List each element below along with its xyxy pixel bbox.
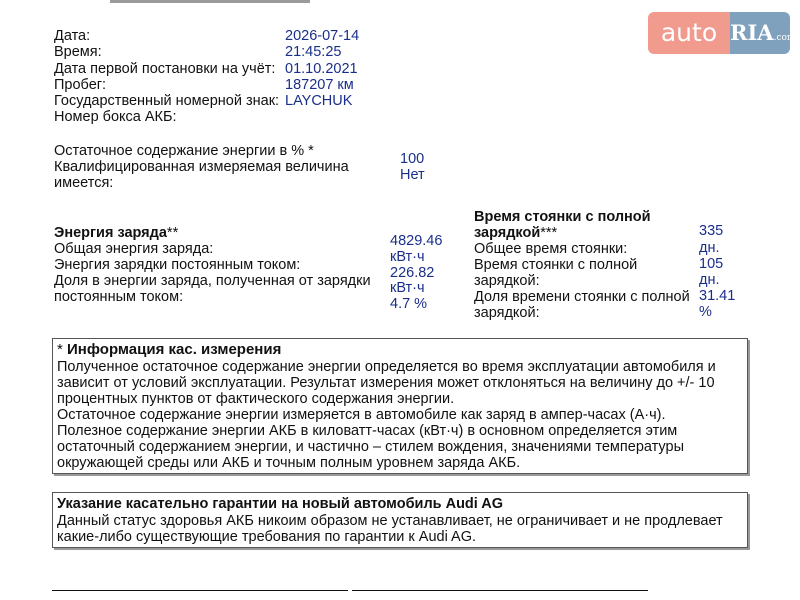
info-line-2: зависит от условий эксплуатации. Результат измерения может отклоняться на величину до +/- 10 (57, 375, 715, 391)
info-line-5: Полезное содержание энергии АКБ в киловатт-часах (кВт·ч) в основном определяется этим (57, 423, 678, 439)
parking-title-text: зарядкой (474, 225, 541, 241)
signature-line-right (352, 590, 648, 591)
time-value: 21:45:25 (285, 44, 342, 60)
warranty-title: Указание касательно гарантии на новый автомобиль Audi AG (57, 496, 504, 512)
total-parking-value: 335 (699, 223, 724, 239)
dc-share-label-line2: постоянным током: (54, 289, 184, 305)
measurement-info-box (52, 338, 748, 474)
date-value: 2026-07-14 (285, 28, 360, 44)
logo-ria-text (730, 12, 796, 54)
plate-value: LAYCHUK (285, 93, 353, 109)
info-line-1: Полученное остаточное содержание энергии определяется во время эксплуатации автомобиля и (57, 359, 716, 375)
mileage-label: Пробег: (54, 77, 107, 93)
measurement-info-title (57, 342, 281, 359)
full-parking-unit: дн. (699, 272, 720, 288)
qualified-value-label-line2: имеется: (54, 175, 114, 191)
charge-energy-title-suffix: ** (166, 225, 179, 241)
parking-share-label-line1: Доля времени стоянки с полной (474, 289, 690, 305)
total-parking-label: Общее время стоянки: (474, 241, 628, 257)
first-registration-label: Дата первой постановки на учёт: (54, 61, 276, 77)
residual-energy-value: 100 (400, 151, 425, 167)
mileage-value: 187207 км (285, 77, 354, 93)
date-label: Дата: (54, 28, 91, 44)
warranty-line-1: Данный статус здоровья АКБ никоим образом не устанавливает, не ограничивает и не продлевает (57, 513, 723, 529)
warranty-line-2: какие-либо существующие требования по гарантии к Audi AG. (57, 529, 477, 545)
logo-auto-text: auto (648, 12, 730, 54)
charge-energy-title (54, 225, 178, 242)
info-line-6: остаточный содержанием энергии, и частично – стилем вождения, значениями температуры (57, 439, 685, 455)
plate-label: Государственный номерной знак: (54, 93, 280, 109)
logo-dotcom: .com (773, 33, 796, 43)
parking-share-label-line2: зарядкой: (474, 305, 540, 321)
dc-charge-label: Энергия зарядки постоянным током: (54, 257, 301, 273)
full-parking-label-line1: Время стоянки с полной (474, 257, 638, 273)
parking-share-unit: % (699, 304, 712, 320)
first-registration-value: 01.10.2021 (285, 61, 358, 77)
parking-share-value: 31.41 (699, 288, 736, 304)
info-title-text: Информация кас. измерения (67, 341, 282, 358)
dc-share-value: 4.7 % (390, 296, 428, 312)
total-charge-value: 4829.46 (390, 233, 443, 249)
info-line-3: процентных пунктов от фактического содержания энергии. (57, 391, 455, 407)
residual-energy-label: Остаточное содержание энергии в % * (54, 143, 314, 159)
dc-share-label-line1: Доля в энергии заряда, полученная от зарядки (54, 273, 371, 289)
parking-title-line1: Время стоянки с полной (474, 209, 651, 225)
info-line-7: окружающей среды или АКБ и точным полным уровнем заряда АКБ. (57, 455, 521, 471)
dc-charge-value: 226.82 (390, 265, 435, 281)
full-parking-value: 105 (699, 256, 724, 272)
battery-box-label: Номер бокса АКБ: (54, 109, 177, 125)
qualified-value: Нет (400, 167, 425, 183)
info-title-prefix: * (57, 341, 68, 358)
logo-ria-word: RIA (730, 20, 774, 45)
signature-line-left (52, 590, 348, 591)
parking-title-suffix: *** (540, 225, 558, 241)
charge-energy-title-text: Энергия заряда (54, 225, 167, 241)
cropped-top-line (110, 0, 310, 3)
full-parking-label-line2: зарядкой: (474, 273, 540, 289)
qualified-value-label-line1: Квалифицированная измеряемая величина (54, 159, 349, 175)
warranty-notice-box (52, 492, 748, 548)
total-parking-unit: дн. (699, 240, 720, 256)
parking-title-line2 (474, 225, 557, 242)
autoria-logo (648, 12, 796, 54)
total-charge-unit: кВт·ч (390, 249, 425, 265)
dc-charge-unit: кВт·ч (390, 280, 425, 296)
time-label: Время: (54, 44, 102, 60)
info-line-4: Остаточное содержание энергии измеряется в автомобиле как заряд в ампер-часах (А·ч). (57, 407, 666, 423)
total-charge-label: Общая энергия заряда: (54, 241, 214, 257)
